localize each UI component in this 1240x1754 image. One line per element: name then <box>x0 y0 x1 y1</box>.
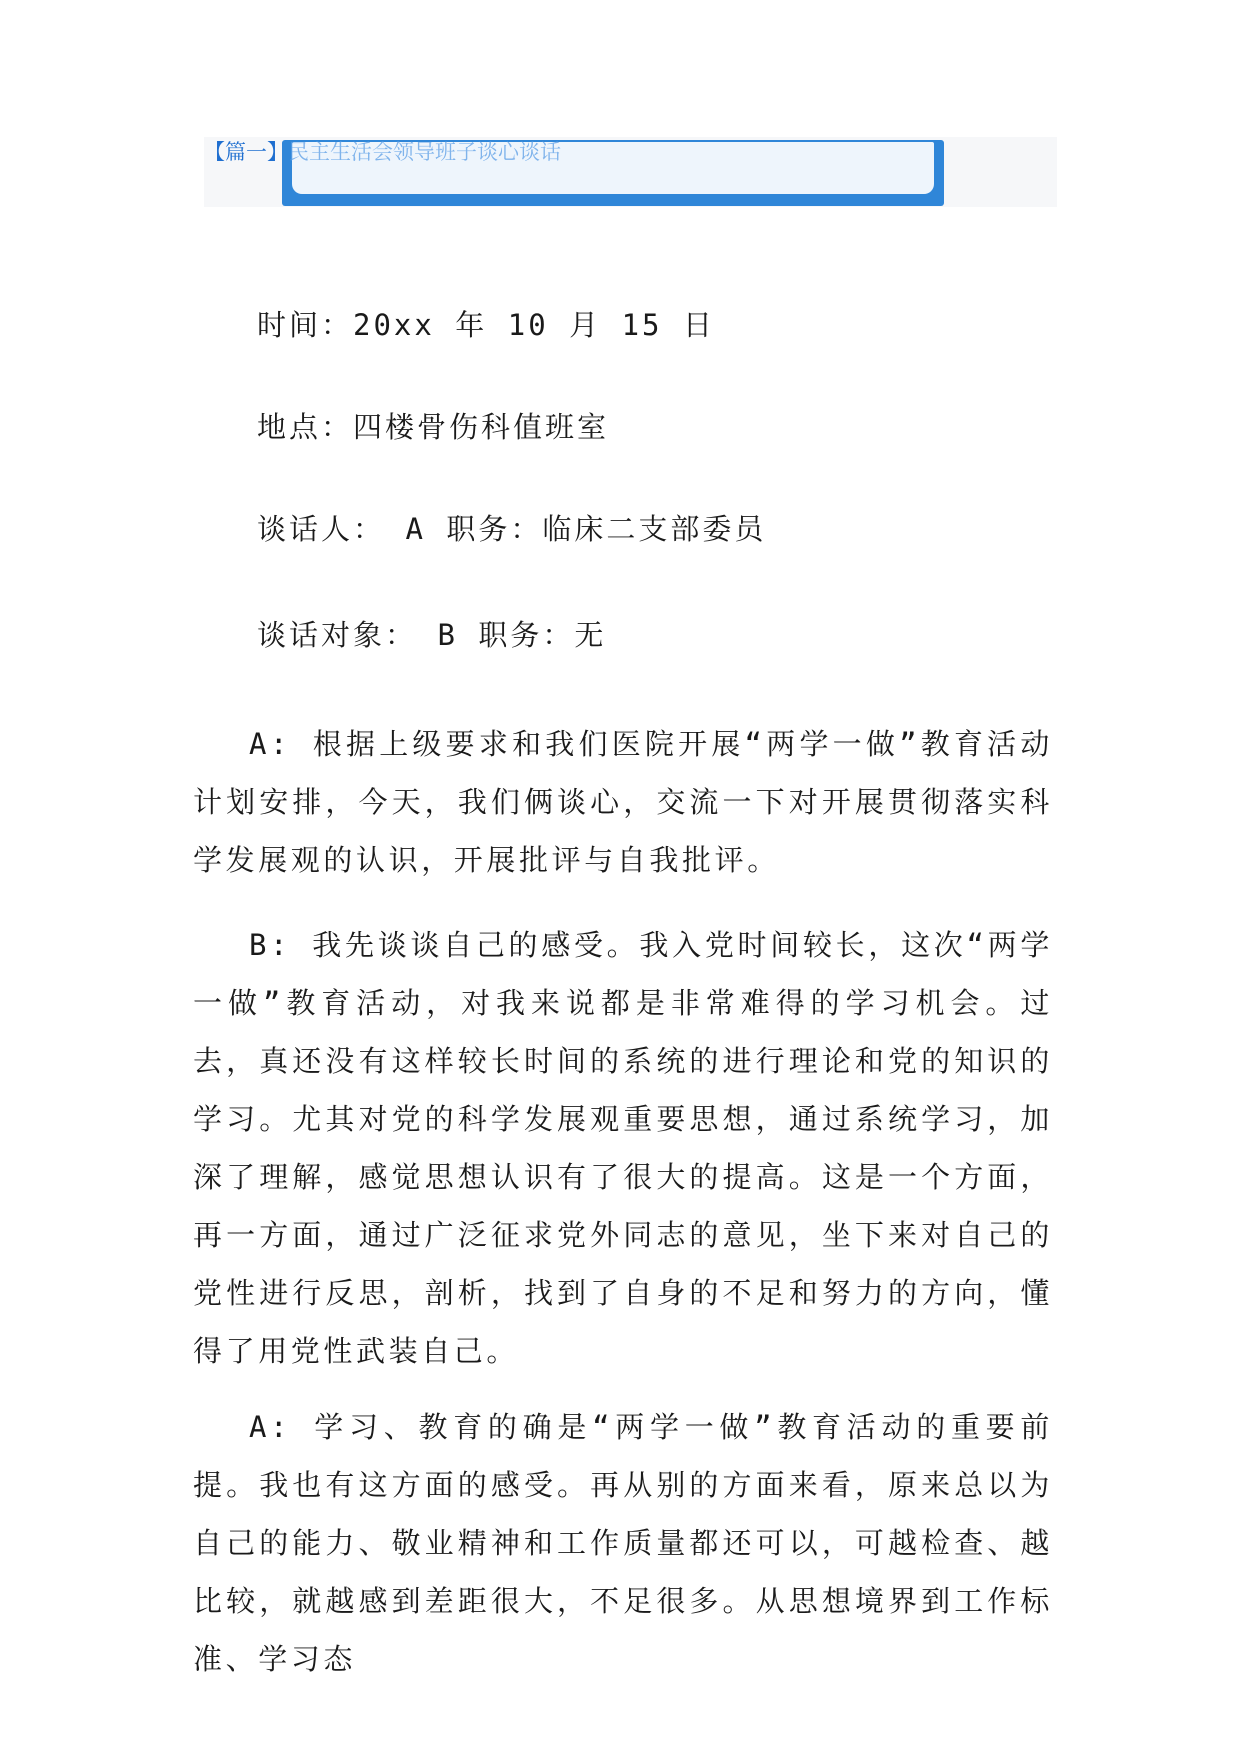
dialogue-paragraph-a2: A: 学习、教育的确是“两学一做”教育活动的重要前提。我也有这方面的感受。再从别的方面来看，原来总以为自己的能力、敬业精神和工作质量都还可以，可越检查、越比较，就越感到差距很大，不足很多。从思想境界到工作标准、学习态 <box>193 1410 1053 1676</box>
meta-time: 时间：20xx 年 10 月 15 日 <box>257 308 715 342</box>
section-title: 民主生活会领导班子谈心谈话 <box>288 140 561 164</box>
meta-place: 地点：四楼骨伤科值班室 <box>257 410 610 444</box>
dialogue-paragraph-b1: B: 我先谈谈自己的感受。我入党时间较长，这次“两学一做”教育活动，对我来说都是非常难得的学习机会。过去，真还没有这样较长时间的系统的进行理论和党的知识的学习。尤其对党的科学发展观重要思想，通过系统学习，加深了理解，感觉思想认识有了很大的提高。这是一个方面，再一方面，通过广泛征求党外同志的意见，坐下来对自己的党性进行反思，剖析，找到了自身的不足和努力的方向，懂得了用党性武装自己。 <box>193 928 1053 1368</box>
meta-listener: 谈话对象： B 职务：无 <box>257 618 607 652</box>
section-tag: 【篇一】 <box>204 140 288 164</box>
dialogue-paragraph-a1: A: 根据上级要求和我们医院开展“两学一做”教育活动计划安排，今天，我们俩谈心，交流一下对开展贯彻落实科学发展观的认识，开展批评与自我批评。 <box>193 727 1053 877</box>
meta-speaker: 谈话人： A 职务：临床二支部委员 <box>257 512 767 546</box>
document-title <box>204 137 561 167</box>
